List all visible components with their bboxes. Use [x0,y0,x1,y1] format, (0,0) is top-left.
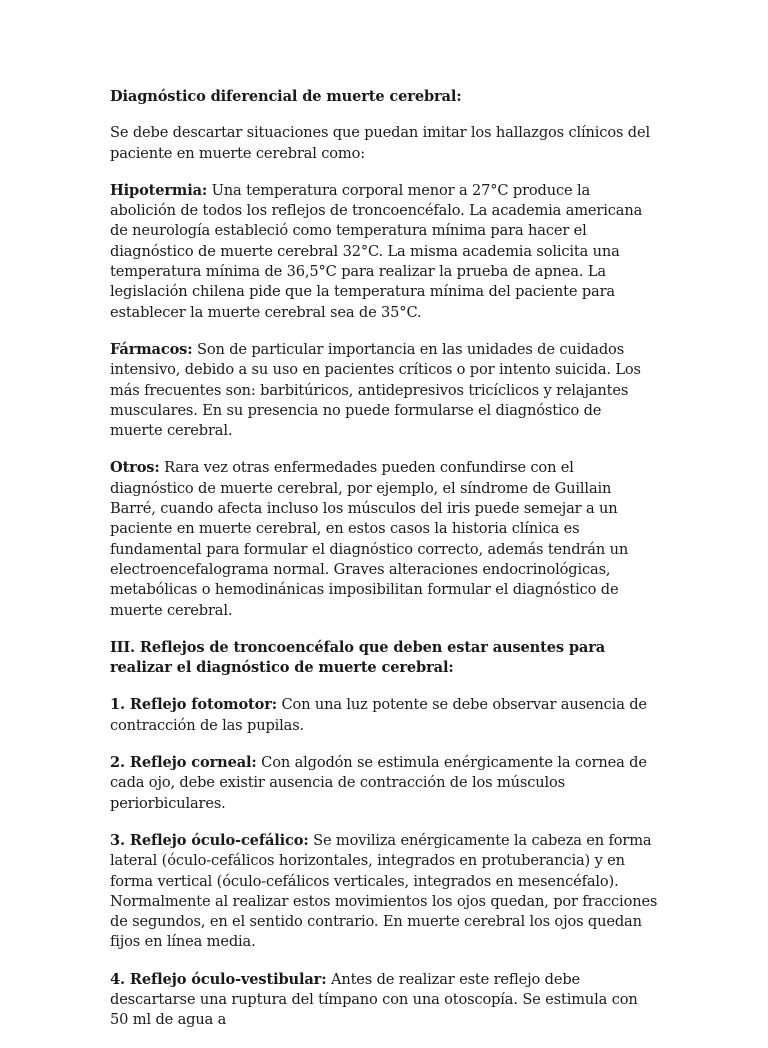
paragraph-label: Fármacos: [110,340,193,358]
paragraph-text: Rara vez otras enfermedades pueden confundirse con el diagnóstico de muerte cerebral, por ejemplo, el síndrome de Guillain Barré, cuando afecta incluso los músculos del iris puede semejar a un paciente en muerte cerebral, en estos casos la historia clínica es fundamental para formular el diagnóstico correcto, además tendrán un electroencefalograma normal. Graves alteraciones endocrinológicas, metabólicas o hemodinánicas imposibilitan formular el diagnóstico de muerte cerebral. [110,459,629,619]
reflex-text: Con algodón se estimula enérgicamente la cornea de cada ojo, debe existir ausencia de contracción de los músculos periorbiculares. [110,754,647,812]
paragraph-text: Son de particular importancia en las unidades de cuidados intensivo, debido a su uso en pacientes críticos o por intento suicida. Los más frecuentes son: barbitúricos, antidepresivos tricíclicos y relajantes musculares. En su presencia no puede formularse el diagnóstico de muerte cerebral. [110,340,641,440]
paragraph-text: Una temperatura corporal menor a 27°C produce la abolición de todos los reflejos de troncoencéfalo. La academia americana de neurología estableció como temperatura mínima para hacer el diagnóstico de muerte cerebral 32°C. La misma academia solicita una temperatura mínima de 36,5°C para realizar la prueba de apnea. La legislación chilena pide que la temperatura mínima del paciente para establecer la muerte cerebral sea de 35°C. [110,181,643,321]
reflex-fotomotor [110,695,658,736]
paragraph-otros [110,458,658,620]
document-body [110,87,658,1048]
paragraph-hipotermia [110,181,658,323]
page-title: Diagnóstico diferencial de muerte cerebral: [110,88,462,105]
reflex-text: Con una luz potente se debe observar ausencia de contracción de las pupilas. [110,696,647,734]
reflex-text: Antes de realizar este reflejo debe descartarse una ruptura del tímpano con una otoscopía. Se estimula con 50 ml de agua a [110,970,638,1029]
paragraph-label: Otros: [110,459,160,477]
paragraph-label: Hipotermia: [110,181,208,199]
reflex-label: 1. Reflejo fotomotor: [110,696,277,714]
reflex-oculo-vestibular [110,970,658,1031]
intro-paragraph: Se debe descartar situaciones que puedan imitar los hallazgos clínicos del paciente en muerte cerebral como: [110,124,650,162]
reflex-text: Se moviliza enérgicamente la cabeza en forma lateral (óculo-cefálicos horizontales, integrados en protuberancia) y en forma vertical (óculo-cefálicos verticales, integrados en mesencéfalo). Normalmente al realizar estos movimientos los ojos quedan, por fracciones de segundos, en el sentido contrario. En muerte cerebral los ojos quedan fijos en línea media. [110,831,658,951]
reflex-label: 2. Reflejo corneal: [110,754,257,772]
paragraph-farmacos [110,340,658,441]
reflex-label: 4. Reflejo óculo-vestibular: [110,970,327,988]
reflex-corneal [110,753,658,814]
section-heading: III. Reflejos de troncoencéfalo que deben estar ausentes para realizar el diagnóstico de muerte cerebral: [110,638,606,677]
reflex-label: 3. Reflejo óculo-cefálico: [110,831,309,849]
reflex-oculo-cefalico [110,831,658,953]
